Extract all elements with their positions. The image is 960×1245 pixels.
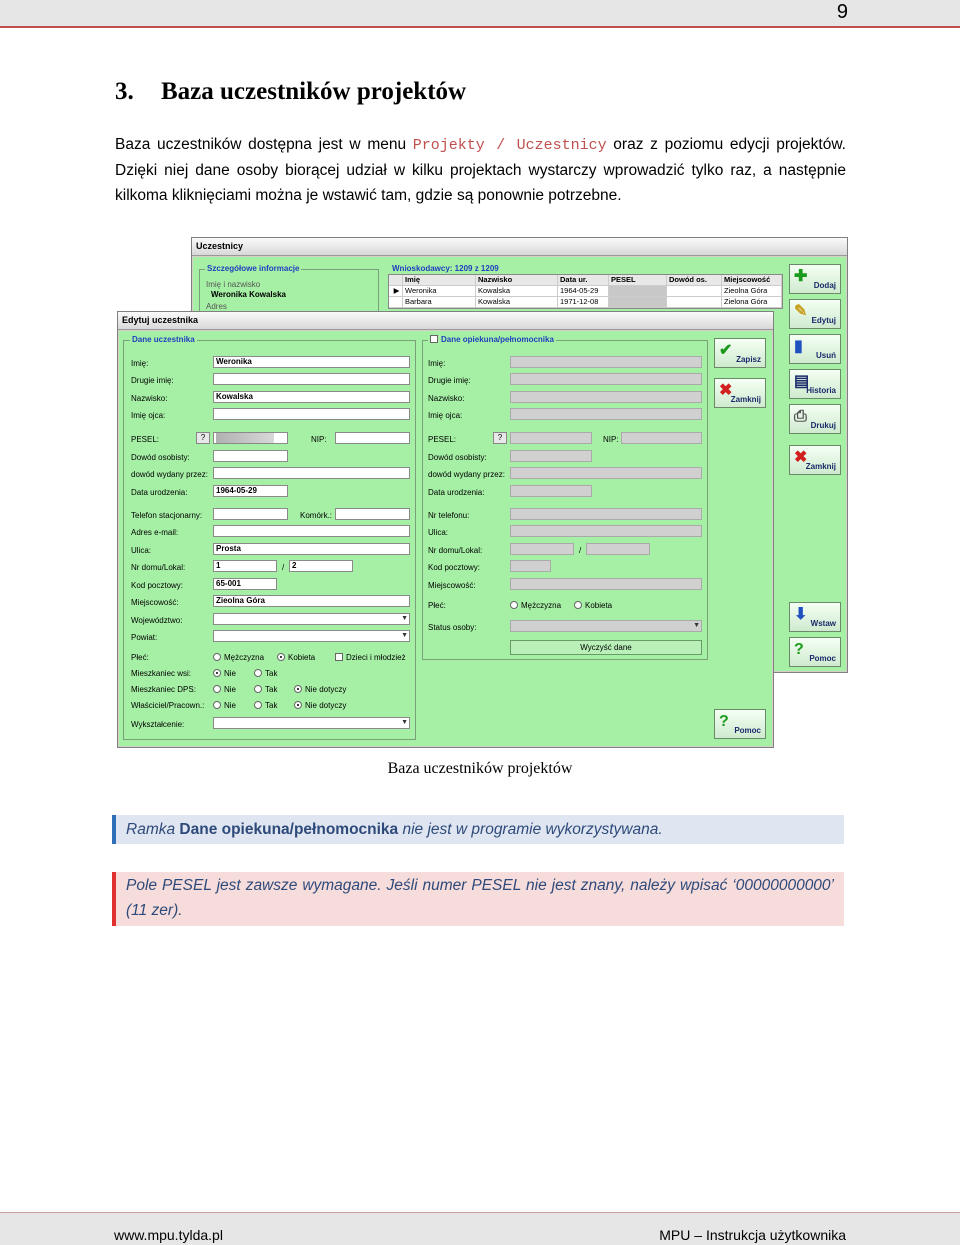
intro-paragraph: [115, 132, 846, 208]
paragraph-text-cont: oraz z poziomu edycji projektów. Dzięki niej dane osoby biorącej udział w kilku projektach wystarczy wprowadzić tylko raz, a następnie kilkoma kliknięciami można je wstawić tam, gdzie są ponownie potrzebne.: [115, 136, 846, 204]
last-name-label: Nazwisko:: [131, 394, 168, 403]
birth-date-field[interactable]: 1964-05-29: [213, 485, 288, 497]
email-field[interactable]: [213, 525, 410, 537]
clear-data-button[interactable]: Wyczyść dane: [510, 640, 702, 655]
g-birth-date-field[interactable]: [510, 485, 592, 497]
info-note-bold: Dane opiekuna/pełnomocnika: [179, 821, 399, 838]
details-group-label: Szczegółowe informacje: [207, 264, 300, 273]
section-heading: [115, 78, 466, 106]
delete-button[interactable]: ▮ Usuń: [789, 334, 841, 364]
postal-field[interactable]: 65-001: [213, 578, 277, 590]
participant-group-label: Dane uczestnika: [132, 335, 195, 344]
house-no-label: Nr domu/Lokal:: [131, 563, 186, 572]
education-label: Wykształcenie:: [131, 720, 185, 729]
rural-no-radio[interactable]: Nie: [213, 669, 236, 678]
insert-button[interactable]: ⬇ Wstaw: [789, 602, 841, 632]
printer-icon: ⎙: [794, 408, 807, 425]
education-select[interactable]: [213, 717, 410, 729]
page-number: 9: [836, 1, 848, 23]
birth-date-label: Data urodzenia:: [131, 488, 188, 497]
name-label: Imię i nazwisko: [206, 280, 261, 289]
help-button[interactable]: ? Pomoc: [789, 637, 841, 667]
g-nip-field[interactable]: [621, 432, 702, 444]
guardian-frame: [422, 340, 708, 660]
footer-website: www.mpu.tylda.pl: [114, 1227, 223, 1243]
g-last-name-field[interactable]: [510, 391, 702, 403]
grid-cell: Zieolna Góra: [722, 286, 782, 296]
issued-by-label: dowód wydany przez:: [131, 470, 208, 479]
edit-help-button[interactable]: ? Pomoc: [714, 709, 766, 739]
g-city-label: Miejscowość:: [428, 581, 476, 590]
g-first-name-label: Imię:: [428, 359, 446, 368]
g-house-no-label: Nr domu/Lokal:: [428, 546, 483, 555]
male-radio[interactable]: Mężczyzna: [213, 653, 264, 662]
table-row[interactable]: [389, 297, 782, 308]
g-status-select[interactable]: [510, 620, 702, 632]
nip-field[interactable]: [335, 432, 410, 444]
g-city-field[interactable]: [510, 578, 702, 590]
address-label: Adres: [206, 302, 227, 311]
g-female-radio[interactable]: Kobieta: [574, 601, 612, 610]
slash-separator: /: [282, 563, 285, 572]
close-icon: ✖: [719, 382, 733, 399]
grid-header[interactable]: Imię: [403, 275, 476, 285]
g-phone-field[interactable]: [510, 508, 702, 520]
first-name-field[interactable]: Weronika: [213, 356, 410, 368]
g-id-card-label: Dowód osobisty:: [428, 453, 487, 462]
email-label: Adres e-mail:: [131, 528, 179, 537]
owner-na-radio[interactable]: Nie dotyczy: [294, 701, 346, 710]
grid-cell-blurred: [609, 286, 667, 296]
close-icon: ✖: [794, 449, 808, 466]
grid-header[interactable]: PESEL: [609, 275, 667, 285]
guardian-checkbox[interactable]: [430, 335, 438, 343]
phone-label: Telefon stacjonarny:: [131, 511, 203, 520]
row-pointer-icon: ▶: [389, 286, 403, 296]
county-select[interactable]: [213, 630, 410, 642]
grid-cell: Barbara: [403, 297, 476, 307]
grid-cell: Kowalska: [476, 297, 558, 307]
youth-checkbox[interactable]: Dzieci i młodzież: [335, 653, 406, 662]
applicants-group-label: Wnioskodawcy: 1209 z 1209: [392, 264, 499, 273]
sex-label: Płeć:: [131, 653, 149, 662]
g-flat-no-field[interactable]: [586, 543, 650, 555]
g-father-name-field[interactable]: [510, 408, 702, 420]
owner-label: Właściciel/Pracown.:: [131, 701, 205, 710]
g-father-name-label: Imię ojca:: [428, 411, 463, 420]
g-pesel-field[interactable]: [510, 432, 592, 444]
city-label: Miejscowość:: [131, 598, 179, 607]
pesel-help-button[interactable]: ?: [196, 432, 210, 444]
grid-cell-blurred: [609, 297, 667, 307]
id-card-field[interactable]: [213, 450, 288, 462]
table-row[interactable]: [389, 286, 782, 297]
g-last-name-label: Nazwisko:: [428, 394, 465, 403]
plus-icon: ✚: [794, 268, 808, 285]
dps-label: Mieszkaniec DPS:: [131, 685, 196, 694]
g-sex-label: Płeć:: [428, 601, 446, 610]
g-pesel-help-button[interactable]: ?: [493, 432, 507, 444]
section-title: Baza uczestników projektów: [161, 78, 467, 105]
flat-no-field[interactable]: 2: [289, 560, 353, 572]
street-label: Ulica:: [131, 546, 152, 555]
edit-window-content: [119, 331, 772, 746]
figure-caption: Baza uczestników projektów: [387, 760, 573, 777]
close-button[interactable]: ✖ Zamknij: [789, 445, 841, 475]
last-name-field[interactable]: Kowalska: [213, 391, 410, 403]
mobile-label: Komórk.:: [300, 511, 333, 520]
voivodeship-label: Województwo:: [131, 616, 183, 625]
book-icon: ▤: [794, 373, 810, 390]
pesel-label: PESEL:: [131, 435, 160, 444]
add-button[interactable]: ✚ Dodaj: [789, 264, 841, 294]
city-field[interactable]: Zieolna Góra: [213, 595, 410, 607]
g-street-field[interactable]: [510, 525, 702, 537]
owner-no-radio[interactable]: Nie: [213, 701, 236, 710]
dps-yes-radio[interactable]: Tak: [254, 685, 277, 694]
print-button[interactable]: ⎙ Drukuj: [789, 404, 841, 434]
grid-cell: Weronika: [403, 286, 476, 296]
g-nip-label: NIP:: [603, 435, 619, 444]
grid-header[interactable]: Miejscowość: [722, 275, 782, 285]
mobile-field[interactable]: [335, 508, 410, 520]
g-first-name-field[interactable]: [510, 356, 702, 368]
father-name-field[interactable]: [213, 408, 410, 420]
second-name-field[interactable]: [213, 373, 410, 385]
grid-header[interactable]: Data ur.: [558, 275, 609, 285]
edit-participant-window: [117, 311, 774, 748]
edit-close-button[interactable]: ✖ Zamknij: [714, 378, 766, 408]
g-id-card-field[interactable]: [510, 450, 592, 462]
g-house-no-field[interactable]: [510, 543, 574, 555]
insert-icon: ⬇: [794, 606, 808, 623]
grid-header[interactable]: Dowód os.: [667, 275, 722, 285]
first-name-label: Imię:: [131, 359, 149, 368]
warning-note: Pole PESEL jest zawsze wymagane. Jeśli numer PESEL nie jest znany, należy wpisać ‘00000000000’ (11 zer).: [112, 872, 844, 926]
g-issued-by-label: dowód wydany przez:: [428, 470, 505, 479]
dps-na-radio[interactable]: Nie dotyczy: [294, 685, 346, 694]
grid-cell: 1964-05-29: [558, 286, 609, 296]
owner-yes-radio[interactable]: Tak: [254, 701, 277, 710]
grid-cell: Zielona Góra: [722, 297, 782, 307]
g-pesel-label: PESEL:: [428, 435, 457, 444]
history-button[interactable]: ▤ Historia: [789, 369, 841, 399]
female-radio[interactable]: Kobieta: [277, 653, 315, 662]
participants-window-title: Uczestnicy: [192, 238, 847, 256]
rural-label: Mieszkaniec wsi:: [131, 669, 192, 678]
menu-path: Projekty / Uczestnicy: [412, 137, 607, 154]
county-label: Powiat:: [131, 633, 158, 642]
grid-header-row: [389, 275, 782, 286]
g-second-name-field[interactable]: [510, 373, 702, 385]
g-birth-date-label: Data urodzenia:: [428, 488, 485, 497]
phone-field[interactable]: [213, 508, 288, 520]
house-no-field[interactable]: 1: [213, 560, 277, 572]
grid-header[interactable]: Nazwisko: [476, 275, 558, 285]
help-icon: ?: [719, 713, 729, 730]
voivodeship-select[interactable]: [213, 613, 410, 625]
dps-no-radio[interactable]: Nie: [213, 685, 236, 694]
g-phone-label: Nr telefonu:: [428, 511, 470, 520]
g-postal-field[interactable]: [510, 560, 551, 572]
edit-window-title: Edytuj uczestnika: [118, 312, 773, 330]
trash-icon: ▮: [794, 338, 803, 355]
guardian-group-label[interactable]: Dane opiekuna/pełnomocnika: [428, 335, 556, 344]
paragraph-text: Baza uczestników dostępna jest w menu: [115, 136, 413, 153]
issued-by-field[interactable]: [213, 467, 410, 479]
g-slash-separator: /: [579, 546, 582, 555]
grid-cell: 1971-12-08: [558, 297, 609, 307]
footer-title: MPU – Instrukcja użytkownika: [659, 1227, 846, 1243]
g-issued-by-field[interactable]: [510, 467, 702, 479]
name-value: Weronika Kowalska: [211, 290, 286, 299]
pesel-field[interactable]: [213, 432, 288, 444]
pencil-icon: ✎: [794, 303, 808, 320]
second-name-label: Drugie imię:: [131, 376, 174, 385]
save-button[interactable]: ✔ Zapisz: [714, 338, 766, 368]
postal-label: Kod pocztowy:: [131, 581, 184, 590]
street-field[interactable]: Prosta: [213, 543, 410, 555]
g-status-label: Status osoby:: [428, 623, 477, 632]
g-male-radio[interactable]: Mężczyzna: [510, 601, 561, 610]
page-header-bar: [0, 0, 960, 28]
g-second-name-label: Drugie imię:: [428, 376, 471, 385]
grid-cell: Kowalska: [476, 286, 558, 296]
nip-label: NIP:: [311, 435, 327, 444]
g-postal-label: Kod pocztowy:: [428, 563, 481, 572]
grid-cell: [667, 286, 722, 296]
grid-cell: [667, 297, 722, 307]
father-name-label: Imię ojca:: [131, 411, 166, 420]
id-card-label: Dowód osobisty:: [131, 453, 190, 462]
rural-yes-radio[interactable]: Tak: [254, 669, 277, 678]
applicants-grid[interactable]: [388, 274, 783, 309]
info-note: Ramka Dane opiekuna/pełnomocnika nie jest w programie wykorzystywana.: [112, 815, 844, 844]
edit-button[interactable]: ✎ Edytuj: [789, 299, 841, 329]
help-icon: ?: [794, 641, 804, 658]
g-street-label: Ulica:: [428, 528, 449, 537]
section-number: 3.: [115, 78, 134, 105]
check-icon: ✔: [719, 342, 733, 359]
